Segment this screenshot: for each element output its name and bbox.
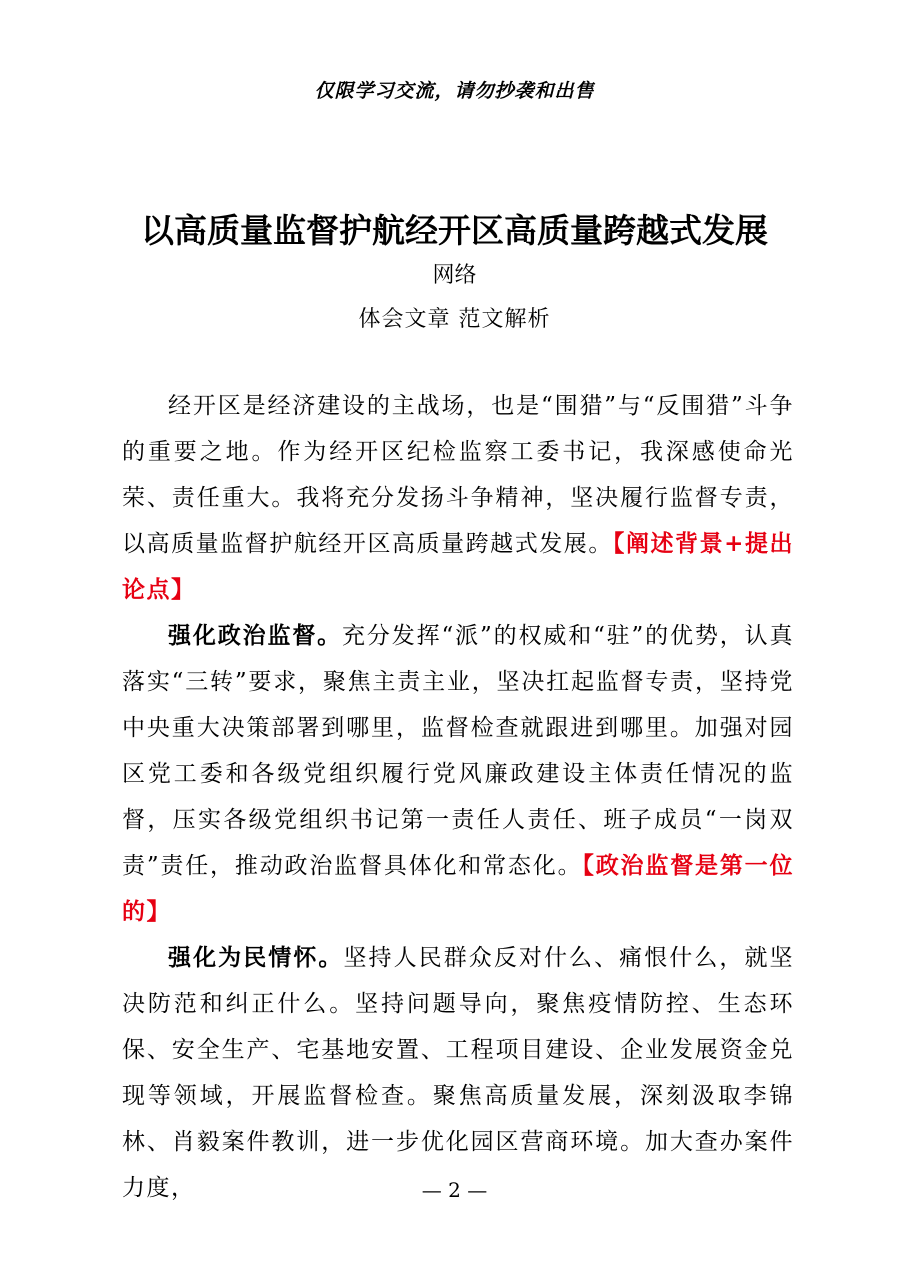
paragraph-intro [122, 383, 794, 613]
paragraph-lead: 强化为民情怀。 [168, 944, 344, 971]
document-tags: 体会文章 范文解析 [358, 307, 551, 332]
paragraph-people-oriented [122, 935, 794, 1211]
header-note: 仅限学习交流，请勿抄袭和出售 [314, 80, 595, 102]
document-title: 以高质量监督护航经开区高质量跨越式发展 [141, 211, 768, 250]
paragraph-text: 充分发挥“派”的权威和“驻”的优势，认真落实“三转”要求，聚焦主责主业，坚决扛起监督专责，坚持党中央重大决策部署到哪里，监督检查就跟进到哪里。加强对园区党工委和各级党组织履行党风廉政建设主体责任情况的监督，压实各级党组织书记第一责任人责任、班子成员“一岗双责”责任，推动政治监督具体化和常态化。 [122, 623, 794, 879]
document-body [122, 383, 794, 1211]
paragraph-political-supervision [122, 613, 794, 935]
paragraph-annotation: 【阐述背景+提出论点】 [122, 530, 794, 603]
page-number: — 2 — [421, 1178, 488, 1202]
paragraph-text: 坚持人民群众反对什么、痛恨什么，就坚决防范和纠正什么。坚持问题导向，聚焦疫情防控、生态环保、安全生产、宅基地安置、工程项目建设、企业发展资金兑现等领域，开展监督检查。聚焦高质量发展，深刻汲取李锦林、肖毅案件教训，进一步优化园区营商环境。加大查办案件力度， [122, 945, 794, 1201]
document-source: 网络 [432, 263, 477, 288]
paragraph-annotation: 【政治监督是第一位的】 [122, 852, 794, 925]
paragraph-text: 经开区是经济建设的主战场，也是“围猎”与“反围猎”斗争的重要之地。作为经开区纪检监察工委书记，我深感使命光荣、责任重大。我将充分发扬斗争精神，坚决履行监督专责，以高质量监督护航经开区高质量跨越式发展。 [122, 393, 794, 557]
paragraph-lead: 强化政治监督。 [168, 622, 343, 649]
